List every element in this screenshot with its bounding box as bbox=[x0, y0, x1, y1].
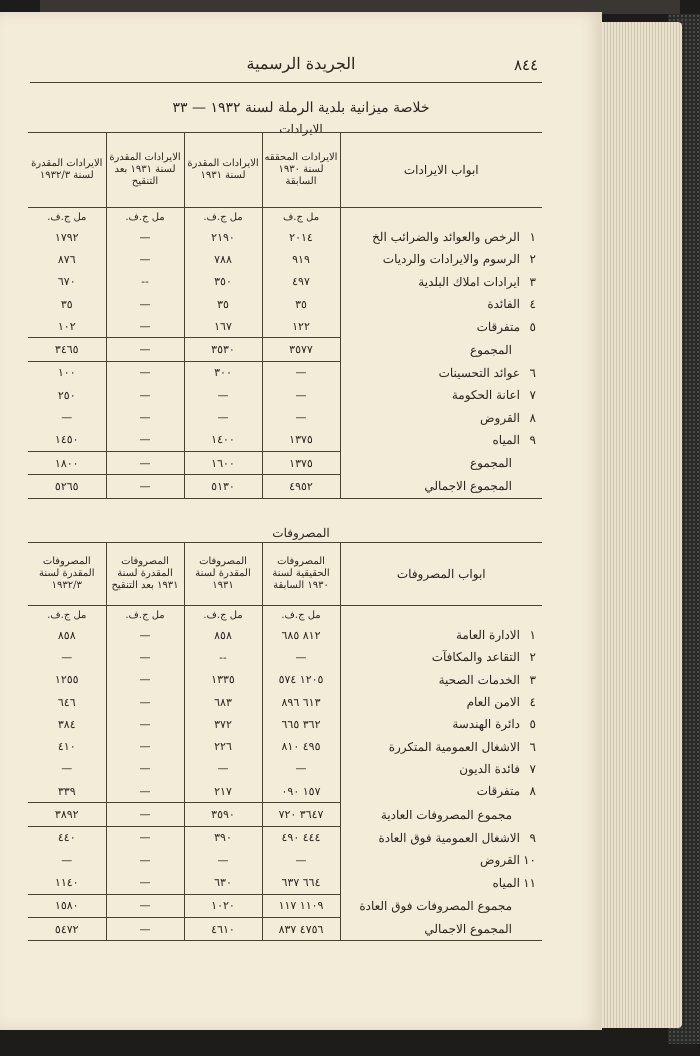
cell-c2: ٣٥٩٠ bbox=[184, 803, 262, 826]
cell-c3: — bbox=[106, 451, 184, 474]
row-label bbox=[340, 669, 542, 691]
row-label-text: الخدمات الصحية bbox=[438, 672, 520, 687]
expenditure-col-estimated-1932: المصروفات المقدرة لسنة ١٩٣٢/٣ bbox=[28, 543, 106, 606]
expenditure-header-row bbox=[28, 543, 542, 606]
cell-c1: — bbox=[262, 361, 340, 384]
row-label bbox=[340, 384, 542, 406]
cell-c1: ٤٩٥ ٨١٠ bbox=[262, 735, 340, 757]
row-number: ٧ bbox=[529, 388, 536, 403]
expenditure-col-label: ابواب المصروفات bbox=[340, 543, 542, 606]
cell-c2: ٣٥ bbox=[184, 293, 262, 315]
cell-c4: ١٢٥٥ bbox=[54, 673, 79, 687]
page-stack-edges bbox=[596, 22, 682, 1028]
revenue-table bbox=[28, 132, 542, 499]
cell-c4: — bbox=[61, 853, 73, 867]
row-label bbox=[340, 361, 542, 384]
cell-c3: — bbox=[106, 917, 184, 940]
cell-c1: ٦٦٤ ٦٣٧ bbox=[262, 871, 340, 894]
cell-c3: — bbox=[106, 361, 184, 384]
revenue-col-actual: الايرادات المحققه لسنة ١٩٣٠ السابقة bbox=[262, 133, 340, 208]
table-row bbox=[28, 315, 542, 338]
row-label bbox=[340, 293, 542, 315]
cell-c1: ١٣٧٥ bbox=[262, 429, 340, 452]
cell-c4: ٤٤٠ bbox=[57, 831, 76, 845]
cell-c1: — bbox=[262, 849, 340, 871]
expenditure-col-actual: المصروفات الحقيقية لسنة ١٩٣٠ السابقة bbox=[262, 543, 340, 606]
row-label-text: المياه bbox=[492, 433, 520, 448]
cell-c2: — bbox=[184, 758, 262, 780]
cell-c4: ٣٣٩ bbox=[57, 784, 76, 798]
cell-c3: — bbox=[106, 248, 184, 270]
revenue-unit-c1: مل ج.ف bbox=[262, 208, 340, 227]
cell-c2: ٨٥٨ bbox=[184, 624, 262, 646]
row-label-text: دائرة الهندسة bbox=[452, 717, 520, 732]
cell-c4: ١٥٨٠ bbox=[28, 894, 106, 917]
row-label bbox=[340, 406, 542, 428]
row-label-text: الرسوم والايرادات والرديات bbox=[382, 252, 520, 267]
row-label-text: فائدة الديون bbox=[459, 761, 520, 776]
cell-c3: -- bbox=[106, 271, 184, 293]
cell-c2: ٣٥٠ bbox=[184, 271, 262, 293]
cell-c1: — bbox=[262, 758, 340, 780]
table-row bbox=[28, 758, 542, 780]
revenue-unit-c3: مل ج.ف. bbox=[106, 208, 184, 227]
cell-c1: ٣٦٢ ٦٦٥ bbox=[262, 713, 340, 735]
cell-c3: — bbox=[106, 669, 184, 691]
cell-c3: — bbox=[106, 624, 184, 646]
expenditure-section-title: المصروفات bbox=[272, 526, 330, 540]
row-label bbox=[340, 475, 542, 498]
table-row bbox=[28, 624, 542, 646]
cell-c1: ٢٠١٤ bbox=[262, 226, 340, 248]
row-label-text: المجموع bbox=[470, 456, 512, 471]
row-label bbox=[340, 624, 542, 646]
table-row bbox=[28, 429, 542, 452]
cell-c1: ٤٩٧ bbox=[262, 271, 340, 293]
row-number: ٨ bbox=[529, 410, 536, 425]
row-number: ٩ bbox=[529, 830, 536, 845]
row-number: ٣ bbox=[529, 274, 536, 289]
cell-c3: — bbox=[106, 894, 184, 917]
cell-c2: ٢١٩٠ bbox=[184, 226, 262, 248]
cell-c3: — bbox=[106, 475, 184, 498]
cell-c2: ٣٥٣٠ bbox=[184, 338, 262, 361]
row-label bbox=[340, 917, 542, 940]
row-number: ٦ bbox=[529, 739, 536, 754]
table-row bbox=[28, 669, 542, 691]
row-label bbox=[340, 803, 542, 826]
revenue-col-label: ابواب الايرادات bbox=[340, 133, 542, 208]
row-label bbox=[340, 713, 542, 735]
cell-c4: ١٧٩٢ bbox=[54, 230, 79, 244]
cell-c2: ٣٧٢ bbox=[184, 713, 262, 735]
row-label bbox=[340, 429, 542, 452]
page-number: ٨٤٤ bbox=[514, 56, 539, 74]
cell-c2: — bbox=[184, 849, 262, 871]
cell-c4: ٦٧٠ bbox=[57, 275, 76, 289]
row-number: ١٠ bbox=[523, 853, 536, 868]
row-label bbox=[340, 338, 542, 361]
row-number: ٥ bbox=[529, 717, 536, 732]
cell-c1: ٤٧٥٦ ٨٣٧ bbox=[262, 917, 340, 940]
cell-c3: — bbox=[106, 646, 184, 668]
revenue-units-blank bbox=[340, 208, 542, 227]
cell-c2: ٧٨٨ bbox=[184, 248, 262, 270]
revenue-col-estimated-1932: الايرادات المقدرة لسنة ١٩٣٢/٣ bbox=[28, 133, 106, 208]
cell-c3: — bbox=[106, 691, 184, 713]
row-label bbox=[340, 780, 542, 803]
table-row bbox=[28, 871, 542, 894]
row-label bbox=[340, 758, 542, 780]
header-rule bbox=[30, 82, 542, 83]
revenue-unit-c2: مل ج.ف. bbox=[184, 208, 262, 227]
cell-c2: -- bbox=[184, 646, 262, 668]
table-row bbox=[28, 226, 542, 248]
row-label-text: الاشغال العمومية المتكررة bbox=[388, 739, 520, 754]
row-number: ١١ bbox=[523, 875, 536, 890]
row-number: ٦ bbox=[529, 365, 536, 380]
cell-c3: — bbox=[106, 826, 184, 849]
revenue-col-estimated-1931: الايرادات المقدرة لسنة ١٩٣١ bbox=[184, 133, 262, 208]
cell-c3: — bbox=[106, 803, 184, 826]
cell-c2: — bbox=[184, 406, 262, 428]
row-label-text: الامن العام bbox=[466, 695, 520, 710]
cell-c3: — bbox=[106, 315, 184, 338]
cell-c3: — bbox=[106, 713, 184, 735]
expenditure-unit-c2: مل ج.ف. bbox=[184, 606, 262, 625]
row-label-text: ايرادات املاك البلدية bbox=[418, 274, 520, 289]
revenue-units-row bbox=[28, 208, 542, 227]
cell-c1: ٤٩٥٢ bbox=[262, 475, 340, 498]
cell-c2: ١٣٣٥ bbox=[184, 669, 262, 691]
table-row bbox=[28, 271, 542, 293]
table-row bbox=[28, 803, 542, 826]
cell-c4: — bbox=[61, 762, 73, 776]
row-number: ٢ bbox=[529, 252, 536, 267]
table-row bbox=[28, 735, 542, 757]
row-label bbox=[340, 315, 542, 338]
row-label-text: عوائد التحسينات bbox=[438, 365, 520, 380]
cell-c1: ٣٥ bbox=[262, 293, 340, 315]
cell-c2: ٢٢٦ bbox=[184, 735, 262, 757]
row-label-text: المجموع الاجمالي bbox=[424, 921, 512, 936]
row-label-text: المجموع الاجمالي bbox=[424, 479, 512, 494]
document-page bbox=[0, 12, 602, 1030]
row-label-text: متفرقات bbox=[476, 784, 520, 799]
row-number: ١ bbox=[529, 628, 536, 643]
budget-title: خلاصة ميزانية بلدية الرملة لسنة ١٩٣٢ — ٣٣ bbox=[172, 100, 430, 116]
row-label-text: المجموع bbox=[470, 342, 512, 357]
cell-c4: ٣٨٤ bbox=[57, 717, 76, 731]
cell-c1: ٨١٢ ٦٨٥ bbox=[262, 624, 340, 646]
cell-c1: ١٢٠٥ ٥٧٤ bbox=[262, 669, 340, 691]
cell-c3: — bbox=[106, 871, 184, 894]
row-label-text: التقاعد والمكافآت bbox=[431, 650, 520, 665]
cell-c4: ٣٥ bbox=[60, 297, 73, 311]
cell-c4: ٣٨٩٢ bbox=[28, 803, 106, 826]
cell-c2: ١٠٢٠ bbox=[184, 894, 262, 917]
cell-c2: ١٦٠٠ bbox=[184, 451, 262, 474]
row-label bbox=[340, 826, 542, 849]
cell-c2: ٤٦١٠ bbox=[184, 917, 262, 940]
revenue-col-revised-1931: الايرادات المقدرة لسنة ١٩٣١ بعد التنقيح bbox=[106, 133, 184, 208]
row-label bbox=[340, 226, 542, 248]
cell-c1: ٦١٣ ٨٩٦ bbox=[262, 691, 340, 713]
table-row bbox=[28, 406, 542, 428]
cell-c4: ١٨٠٠ bbox=[28, 451, 106, 474]
row-number: ٩ bbox=[529, 433, 536, 448]
row-label-text: متفرقات bbox=[476, 319, 520, 334]
table-row bbox=[28, 826, 542, 849]
cell-c3: — bbox=[106, 780, 184, 803]
row-number: ٧ bbox=[529, 761, 536, 776]
cell-c2: ٥١٣٠ bbox=[184, 475, 262, 498]
row-label bbox=[340, 735, 542, 757]
cell-c2: ٣٠٠ bbox=[184, 361, 262, 384]
cell-c1: ٤٤٤ ٤٩٠ bbox=[262, 826, 340, 849]
cell-c1: — bbox=[262, 384, 340, 406]
row-label-text: مجموع المصروفات فوق العادة bbox=[359, 898, 512, 913]
table-row bbox=[28, 894, 542, 917]
row-label-text: القروض bbox=[480, 410, 520, 425]
cell-c4: — bbox=[61, 650, 73, 664]
cell-c1: ١١٠٩ ١١٧ bbox=[262, 894, 340, 917]
row-number: ٣ bbox=[529, 672, 536, 687]
table-row bbox=[28, 475, 542, 498]
table-row bbox=[28, 248, 542, 270]
cell-c4: ٦٤٦ bbox=[57, 695, 76, 709]
cell-c3: — bbox=[106, 758, 184, 780]
cell-c1: ٣٥٧٧ bbox=[262, 338, 340, 361]
expenditure-unit-c1: مل ج.ف. bbox=[262, 606, 340, 625]
cell-c2: ١٦٧ bbox=[184, 315, 262, 338]
row-number: ٢ bbox=[529, 650, 536, 665]
cell-c3: — bbox=[106, 338, 184, 361]
row-label bbox=[340, 849, 542, 871]
cell-c3: — bbox=[106, 226, 184, 248]
row-number: ١ bbox=[529, 230, 536, 245]
table-row bbox=[28, 691, 542, 713]
row-number: ٥ bbox=[529, 319, 536, 334]
cell-c3: — bbox=[106, 735, 184, 757]
cell-c2: ١٤٠٠ bbox=[184, 429, 262, 452]
cell-c2: ٦٨٣ bbox=[184, 691, 262, 713]
row-number: ٨ bbox=[529, 784, 536, 799]
cell-c3: — bbox=[106, 293, 184, 315]
row-label bbox=[340, 894, 542, 917]
cell-c4: ٥٢٦٥ bbox=[28, 475, 106, 498]
cell-c1: ١٢٢ bbox=[262, 315, 340, 338]
cell-c4: ١٠٠ bbox=[57, 366, 76, 380]
table-row bbox=[28, 361, 542, 384]
cell-c1: — bbox=[262, 406, 340, 428]
cell-c1: ٩١٩ bbox=[262, 248, 340, 270]
row-label-text: الرخص والعوائد والضرائب الخ bbox=[372, 230, 520, 245]
cell-c2: ٦٣٠ bbox=[184, 871, 262, 894]
expenditure-units-blank bbox=[340, 606, 542, 625]
cell-c3: — bbox=[106, 406, 184, 428]
row-label bbox=[340, 248, 542, 270]
expenditure-units-row bbox=[28, 606, 542, 625]
table-row bbox=[28, 780, 542, 803]
row-label bbox=[340, 451, 542, 474]
cell-c2: ٢١٧ bbox=[184, 780, 262, 803]
revenue-unit-c4: مل ج.ف. bbox=[47, 211, 87, 223]
cell-c4: — bbox=[61, 411, 73, 425]
expenditure-col-estimated-1931: المصروفات المقدرة لسنة ١٩٣١ bbox=[184, 543, 262, 606]
expenditure-table bbox=[28, 542, 542, 941]
cell-c4: ٤١٠ bbox=[57, 740, 76, 754]
cell-c2: ٣٩٠ bbox=[184, 826, 262, 849]
row-number: ٤ bbox=[529, 695, 536, 710]
table-row bbox=[28, 849, 542, 871]
cell-c4: ٥٤٧٢ bbox=[28, 917, 106, 940]
cell-c4: ٣٤٦٥ bbox=[28, 338, 106, 361]
cell-c1: — bbox=[262, 646, 340, 668]
table-row bbox=[28, 293, 542, 315]
expenditure-unit-c4: مل ج.ف. bbox=[47, 609, 87, 621]
table-row bbox=[28, 917, 542, 940]
journal-title: الجريدة الرسمية bbox=[246, 54, 356, 73]
cell-c4: ١٤٥٠ bbox=[54, 433, 79, 447]
cell-c3: — bbox=[106, 429, 184, 452]
row-label bbox=[340, 871, 542, 894]
row-label bbox=[340, 646, 542, 668]
cell-c1: ٣٦٤٧ ٧٢٠ bbox=[262, 803, 340, 826]
cell-c4: ٨٧٦ bbox=[57, 252, 76, 266]
row-label-text: اعانة الحكومة bbox=[451, 388, 520, 403]
table-row bbox=[28, 646, 542, 668]
row-label-text: الاشغال العمومية فوق العادة bbox=[378, 830, 520, 845]
expenditure-col-revised-1931: المصروفات المقدرة لسنة ١٩٣١ بعد التنقيح bbox=[106, 543, 184, 606]
cell-c4: ٨٥٨ bbox=[57, 628, 76, 642]
row-number: ٤ bbox=[529, 297, 536, 312]
cell-c3: — bbox=[106, 849, 184, 871]
cell-c3: — bbox=[106, 384, 184, 406]
cell-c4: ٢٥٠ bbox=[57, 388, 76, 402]
row-label bbox=[340, 271, 542, 293]
revenue-header-row bbox=[28, 133, 542, 208]
cell-c1: ١٣٧٥ bbox=[262, 451, 340, 474]
row-label bbox=[340, 691, 542, 713]
table-row bbox=[28, 384, 542, 406]
table-row bbox=[28, 713, 542, 735]
row-label-text: مجموع المصروفات العادية bbox=[380, 807, 512, 822]
cell-c1: ١٥٧ ٠٩٠ bbox=[262, 780, 340, 803]
revenue-section-title: الايرادات bbox=[279, 122, 323, 136]
row-label-text: المياه bbox=[492, 875, 520, 890]
table-row bbox=[28, 451, 542, 474]
row-label-text: الادارة العامة bbox=[455, 628, 520, 643]
cell-c4: ١٠٢ bbox=[57, 319, 76, 333]
row-label-text: القروض bbox=[480, 853, 520, 868]
expenditure-unit-c3: مل ج.ف. bbox=[106, 606, 184, 625]
row-label-text: الفائدة bbox=[487, 297, 520, 312]
cell-c4: ١١٤٠ bbox=[54, 875, 79, 889]
table-row bbox=[28, 338, 542, 361]
cell-c2: — bbox=[184, 384, 262, 406]
